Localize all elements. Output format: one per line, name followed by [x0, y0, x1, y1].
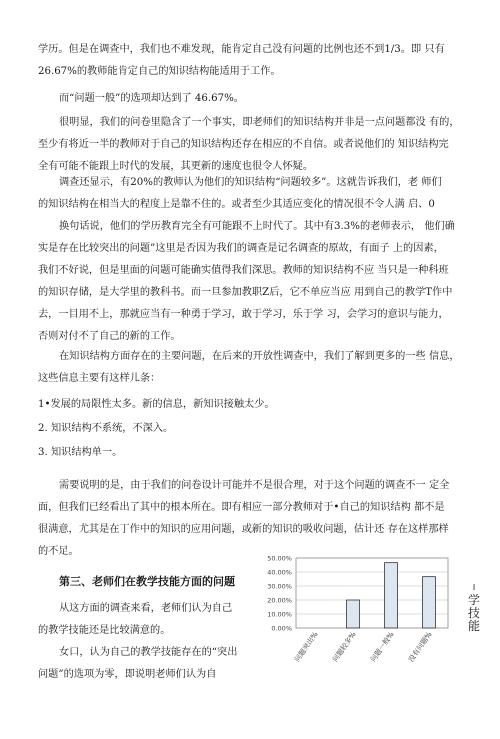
text-line: 否则对付不了自己的新的工作。 [38, 331, 181, 342]
paragraph-p12 [38, 642, 248, 686]
bar [347, 600, 360, 628]
text-line: 的不足。 [38, 546, 79, 557]
text-line: 从这方面的调查来看，老师们认为自己 [59, 603, 233, 614]
x-tick-label: 没有问题% [407, 630, 434, 664]
paragraph-p1 [38, 39, 464, 83]
text-line: 至少有将近一半的教师对于自己的知识结构还存在相应的不自信。或者说他们的 知识结构完 [38, 139, 449, 150]
paragraph-p9 [38, 442, 464, 464]
bar-chart [258, 548, 458, 708]
bar [423, 577, 436, 628]
text-line: 26.67%的教师能肯定自己的知识结构能适用于工作。 [38, 66, 281, 77]
paragraph-p4 [38, 172, 464, 216]
y-tick-label: 50.00% [267, 554, 292, 563]
x-tick-label: 问题突出% [293, 630, 320, 664]
text-line: 面，但我们已经看出了其中的根本所在。即有相应一部分教师对于•自己的知识结构 都不是 [38, 502, 445, 513]
side-label-char: 能 [467, 619, 480, 633]
paragraph-p11 [38, 598, 248, 642]
section-heading: 第三、老师们在教学技能方面的问题 [59, 575, 235, 588]
text-line: 换句话说，他们的学历教育完全有可能跟不上时代了。其中有3.3%的老师表示， 他们确 [59, 221, 455, 232]
text-line: 需要说明的是，由于我们的问卷设计可能并不是很合理，对于这个问题的调查不一 定全 [59, 480, 450, 491]
side-label-char: 学 [467, 593, 480, 607]
text-line: 这些信息主要有这样儿条： [38, 373, 161, 384]
side-label-char: 技 [467, 606, 480, 620]
paragraph-p8 [38, 418, 464, 440]
paragraph-p6 [38, 346, 464, 390]
text-line: 实是存在比较突出的问题”这里是否因为我们的调查是记名调查的原故，有面子 上的因素， [38, 243, 444, 254]
text-line: 而“问题一般”的选项却达到了 46.67%。 [59, 93, 244, 104]
list-item: 2. 知识结构不系统，不深入。 [38, 423, 174, 434]
y-tick-label: 30.00% [267, 582, 292, 591]
paragraph-p2 [38, 88, 464, 110]
text-line: 调查还显示，有20%的教师认为他们的知识结构“问题较多”。这就告诉我们，老 师们 [59, 177, 442, 188]
text-line: 的知识结构在相当大的程度上是靠不住的。或者至少其适应变化的情况很不令人满 启、0 [38, 199, 435, 210]
chart-side-label [462, 582, 486, 633]
x-tick-label: 问题一般% [369, 630, 396, 664]
text-line: 很明显，我们的问卷里隐含了一个事实，即老师们的知识结构并非是一点问题都没 有的， [59, 117, 460, 128]
text-line: 女口，认为自己的教学技能存在的“突出 [59, 647, 238, 658]
paragraph-p5 [38, 216, 464, 348]
paragraph-p3 [38, 112, 464, 178]
x-tick-label: 问题较多% [331, 630, 358, 664]
side-label-char: I [472, 583, 476, 592]
text-line: 问题”的选项为零，即说明老师们认为自 [38, 669, 217, 680]
text-line: 很满意，尤其是在丁作中的知识的应用问题，或新的知识的吸收问题，估计还 存在这样那样 [38, 524, 449, 535]
y-tick-label: 40.00% [267, 568, 292, 577]
y-tick-label: 10.00% [267, 610, 292, 619]
text-line: 在知识结构方面存在的主要问题，在后来的开放性调查中，我们了解到更多的一些 信息， [59, 351, 460, 362]
bar [385, 563, 398, 628]
text-line: 去，一目用不上，那就应当有一种勇于学习，敢于学习，乐于学 习，会学习的意识与能力， [38, 309, 449, 320]
text-line: 我们不好说，但是里面的问题可能确实值得我们深思。教师的知识结构不应 当只是一种科班 [38, 265, 449, 276]
paragraph-p7 [38, 394, 464, 416]
y-tick-label: 20.00% [267, 596, 292, 605]
list-item: 1•发展的局限性太多。新的信息，新知识接触太少。 [38, 399, 275, 410]
text-line: 的教学技能还是比较满意的。 [38, 625, 171, 636]
list-item: 3. 知识结构单一。 [38, 447, 123, 458]
text-line: 的知识存储，是大学里的教科书。而一旦参加教职Z后，它不单应当应 用到自己的教学T作中 [38, 287, 453, 298]
text-line: 全有可能不能跟上时代的发展，其更新的速度也很令人怀疑。 [38, 161, 314, 172]
text-line: 学历。但是在调查中，我们也不难发现，能肯定自己没有问题的比例也还不到1/3。即 只有 [38, 44, 445, 55]
y-tick-label: 0.00% [271, 624, 292, 633]
